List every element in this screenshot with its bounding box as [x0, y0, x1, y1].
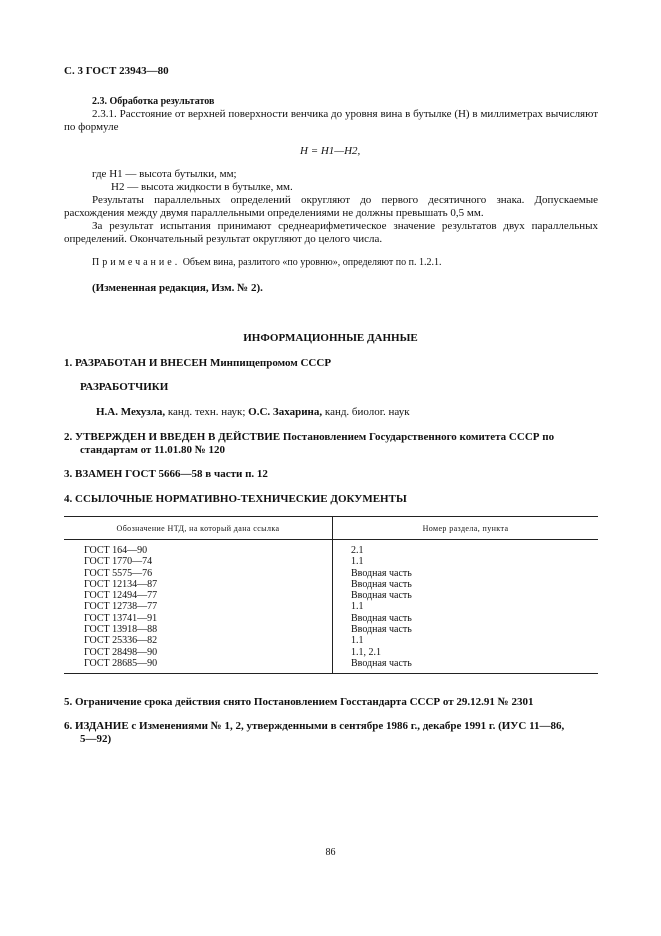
table-row-doc: ГОСТ 5575—76	[84, 567, 153, 579]
developer-2-name: О.С. Захарина,	[248, 406, 323, 418]
table-row-ref: Вводная часть	[351, 567, 412, 579]
table-row-ref: 1.1	[351, 556, 364, 568]
table-row-ref: Вводная часть	[351, 657, 412, 669]
references-table	[64, 516, 598, 674]
table-row-ref: 2.1	[351, 545, 364, 556]
where-line-2: H2 — высота жидкости в бутылке, мм.	[111, 181, 293, 193]
formula-text: H = H1—H2,	[300, 145, 361, 157]
table-row-doc: ГОСТ 28685—90	[84, 657, 158, 669]
note	[92, 257, 441, 268]
table-row-ref: Вводная часть	[351, 590, 412, 602]
table-row-doc: ГОСТ 12494—77	[84, 590, 158, 602]
where-line-1: где H1 — высота бутылки, мм;	[92, 168, 237, 180]
table-header-ref: Номер раздела, пункта	[333, 517, 599, 540]
table-row-doc: ГОСТ 13918—88	[84, 624, 158, 636]
developer-1-title: канд. техн. наук;	[167, 406, 246, 418]
table-row-ref: Вводная часть	[351, 612, 412, 624]
table-row-doc: ГОСТ 164—90	[84, 545, 148, 556]
table-row-ref: Вводная часть	[351, 624, 412, 636]
page-number: 86	[325, 847, 336, 858]
info-item-1: 1. РАЗРАБОТАН И ВНЕСЕН Минпищепромом СССР	[64, 357, 332, 369]
info-item-3: 3. ВЗАМЕН ГОСТ 5666—58 в части п. 12	[64, 468, 268, 480]
info-item-5: 5. Ограничение срока действия снято Постановлением Госстандарта СССР от 29.12.91 № 2301	[64, 696, 534, 708]
developer-2-title: канд. биолог. наук	[324, 406, 410, 418]
table-row-doc: ГОСТ 25336—82	[84, 635, 158, 647]
table-row-ref: 1.1, 2.1	[351, 646, 381, 658]
table-row-doc: ГОСТ 12738—77	[84, 601, 158, 613]
info-title: ИНФОРМАЦИОННЫЕ ДАННЫЕ	[243, 332, 418, 344]
info-item-2-line-1: 2. УТВЕРЖДЕН И ВВЕДЕН В ДЕЙСТВИЕ Постановлением Государственного комитета СССР по	[64, 431, 555, 443]
table-header-doc: Обозначение НТД, на который дана ссылка	[64, 517, 333, 540]
note-label: Примечание.	[92, 257, 181, 268]
table-row-doc: ГОСТ 12134—87	[84, 578, 158, 590]
paragraph-test-result: За результат испытания принимают среднеарифметическое значение результатов двух параллельных определений. Окончательный результат округляют до целого числа.	[64, 220, 598, 245]
info-item-4: 4. ССЫЛОЧНЫЕ НОРМАТИВНО-ТЕХНИЧЕСКИЕ ДОКУМЕНТЫ	[64, 493, 407, 505]
table-ref-column	[333, 540, 599, 674]
info-item-6-line-1: 6. ИЗДАНИЕ с Изменениями № 1, 2, утвержденными в сентябре 1986 г., декабре 1991 г. (ИУС 11—86,	[64, 720, 565, 732]
developer-1-name: Н.А. Мехузла,	[96, 406, 166, 418]
table-row-doc: ГОСТ 1770—74	[84, 556, 153, 568]
info-item-6-line-2: 5—92)	[80, 733, 112, 745]
edition-note: (Измененная редакция, Изм. № 2).	[92, 282, 263, 294]
developers-line	[96, 406, 410, 418]
developers-label: РАЗРАБОТЧИКИ	[80, 381, 169, 393]
table-doc-column	[64, 540, 333, 674]
table-row-doc: ГОСТ 28498—90	[84, 646, 158, 658]
page-header: С. 3 ГОСТ 23943—80	[64, 65, 169, 77]
table-row-doc: ГОСТ 13741—91	[84, 612, 158, 624]
paragraph-distance: 2.3.1. Расстояние от верхней поверхности венчика до уровня вина в бутылке (H) в миллиметрах вычисляют по формуле	[64, 108, 598, 133]
table-row-ref: 1.1	[351, 635, 364, 647]
note-text: Объем вина, разлитого «по уровню», определяют по п. 1.2.1.	[182, 257, 442, 268]
table-row-ref: 1.1	[351, 601, 364, 613]
table-row-ref: Вводная часть	[351, 578, 412, 590]
formula	[300, 145, 360, 157]
paragraph-results: Результаты параллельных определений округляют до первого десятичного знака. Допускаемые расхождения между двумя параллельными определениями не должны превышать 0,5 мм.	[64, 194, 598, 219]
section-heading: 2.3. Обработка результатов	[92, 96, 215, 107]
info-item-2-line-2: стандартам от 11.01.80 № 120	[80, 444, 226, 456]
